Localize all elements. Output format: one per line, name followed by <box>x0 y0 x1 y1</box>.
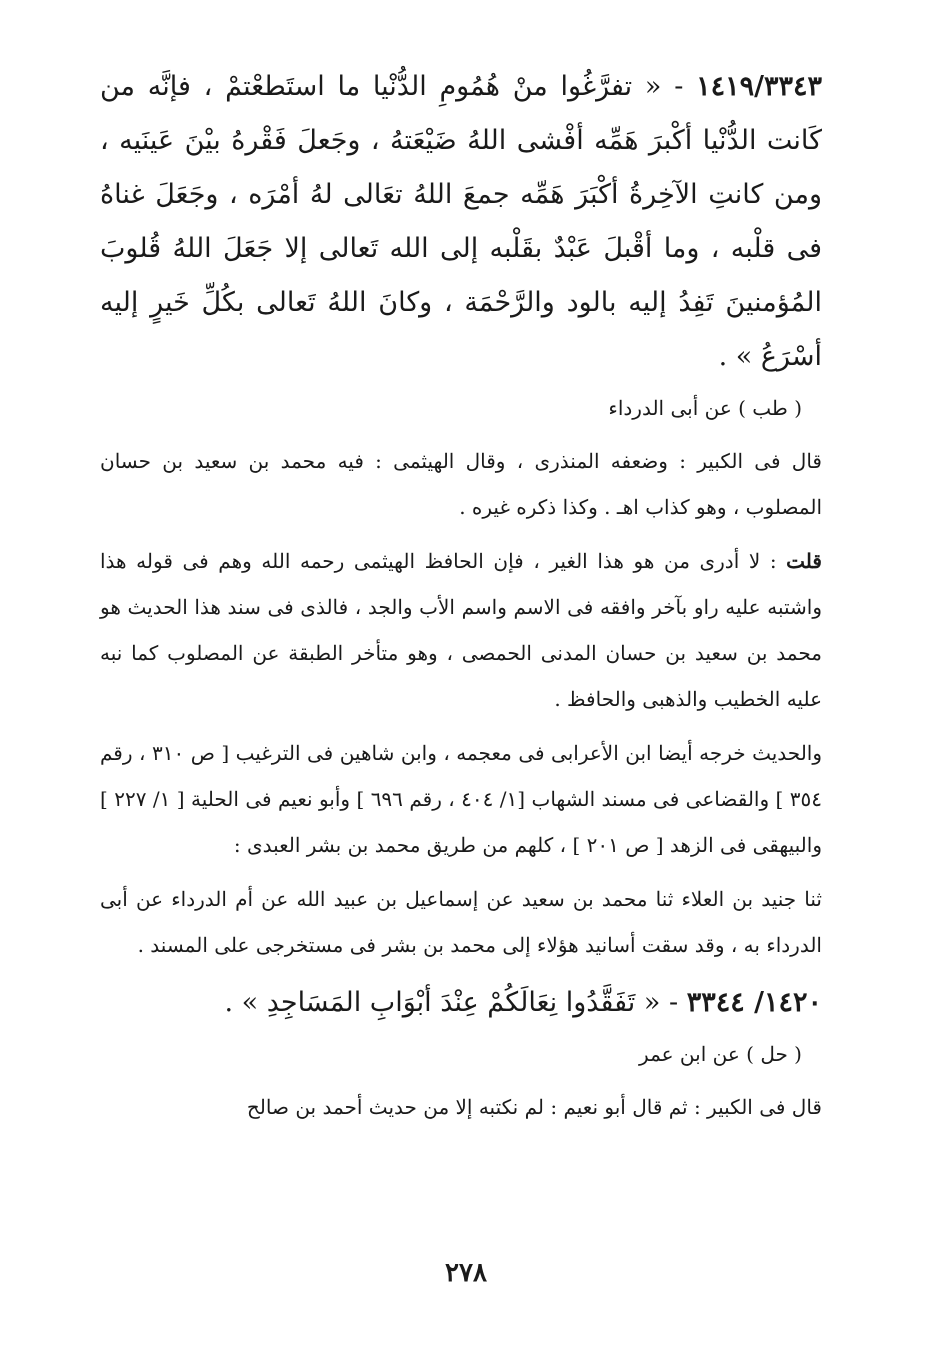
hadith-1420-source: ( حل ) عن ابن عمر <box>639 1042 802 1066</box>
hadith-1420-dash: - <box>660 987 679 1018</box>
note-paragraph-2-text: : لا أدرى من هو هذا الغير ، فإن الحافظ الهيثمى رحمه الله وهم فى قوله هذا واشتبه عليه راو بآخر وافقه فى الاسم واسم الأب والجد ، فالذى فى سند هذا الحديث هو محمد بن سعيد بن حسان المدنى الحمصى ، وهو متأخر الطبقة عن المصلوب كما نبه عليه الخطيب والذهبى والحافظ . <box>100 549 822 711</box>
hadith-1419-dash: - <box>661 71 684 102</box>
hadith-1419-text: « تفرَّغُوا منْ هُمُومِ الدُّنْيا ما استَطعْتمْ ، فإنَّه من كَانت الدُّنْيا أكْبرَ هَمِّه أفْشى اللهُ ضَيْعَتهُ ، وجَعلَ فَقْرهُ بيْنَ عَينَيه ، ومن كانتِ الآخِرةُ أكْبَرَ هَمِّه جمعَ اللهُ تعَالى لهُ أمْرَه ، وجَعَلَ غناهُ فى قلْبه ، وما أقْبلَ عَبْدٌ بقَلْبه إلى الله تَعالى إلا جَعَلَ اللهُ قُلوبَ المُؤمنينَ تَفِدُ إليه بالود والرَّحْمَة ، وكانَ اللهُ تَعالى بكُلِّ خَيرٍ إليه أسْرَعُ » . <box>100 71 822 372</box>
page-number: ٢٧٨ <box>445 1258 487 1288</box>
page-body <box>100 60 822 1138</box>
note-paragraph-2 <box>100 538 822 722</box>
hadith-1420-number: ١٤٢٠/ ٣٣٤٤ <box>686 987 822 1018</box>
note-paragraph-2-lead: قلت <box>786 549 822 573</box>
hadith-1420 <box>100 976 822 1030</box>
hadith-1420-text: « تَفَقَّدُوا نِعَالَكُمْ عِنْدَ أبْوَابِ المَسَاجِدِ » . <box>224 987 661 1018</box>
note-paragraph-3: والحديث خرجه أيضا ابن الأعرابى فى معجمه ، وابن شاهين فى الترغيب [ ص ٣١٠ ، رقم ٣٥٤ ] والقضاعى فى مسند الشهاب [١/ ٤٠٤ ، رقم ٦٩٦ ] وأبو نعيم فى الحلية [ ١/ ٢٢٧ ] والبيهقى فى الزهد [ ص ٢٠١ ] ، كلهم من طريق محمد بن بشر العبدى : <box>100 741 823 857</box>
note-paragraph-4: ثنا جنيد بن العلاء ثنا محمد بن سعيد عن إسماعيل بن عبيد الله عن أم الدرداء عن أبى الدرداء به ، وقد سقت أسانيد هؤلاء إلى محمد بن بشر فى مستخرجى على المسند . <box>100 887 822 957</box>
hadith-1419-source: ( طب ) عن أبى الدرداء <box>608 396 802 420</box>
note-1420-paragraph-1: قال فى الكبير : ثم قال أبو نعيم : لم نكتبه إلا من حديث أحمد بن صالح <box>246 1095 822 1119</box>
hadith-1419 <box>100 60 822 384</box>
note-paragraph-1: قال فى الكبير : وضعفه المنذرى ، وقال الهيثمى : فيه محمد بن سعيد بن حسان المصلوب ، وهو كذاب اهـ . وكذا ذكره غيره . <box>100 449 822 519</box>
hadith-1419-number: ١٤١٩/٣٣٤٣ <box>696 71 822 102</box>
